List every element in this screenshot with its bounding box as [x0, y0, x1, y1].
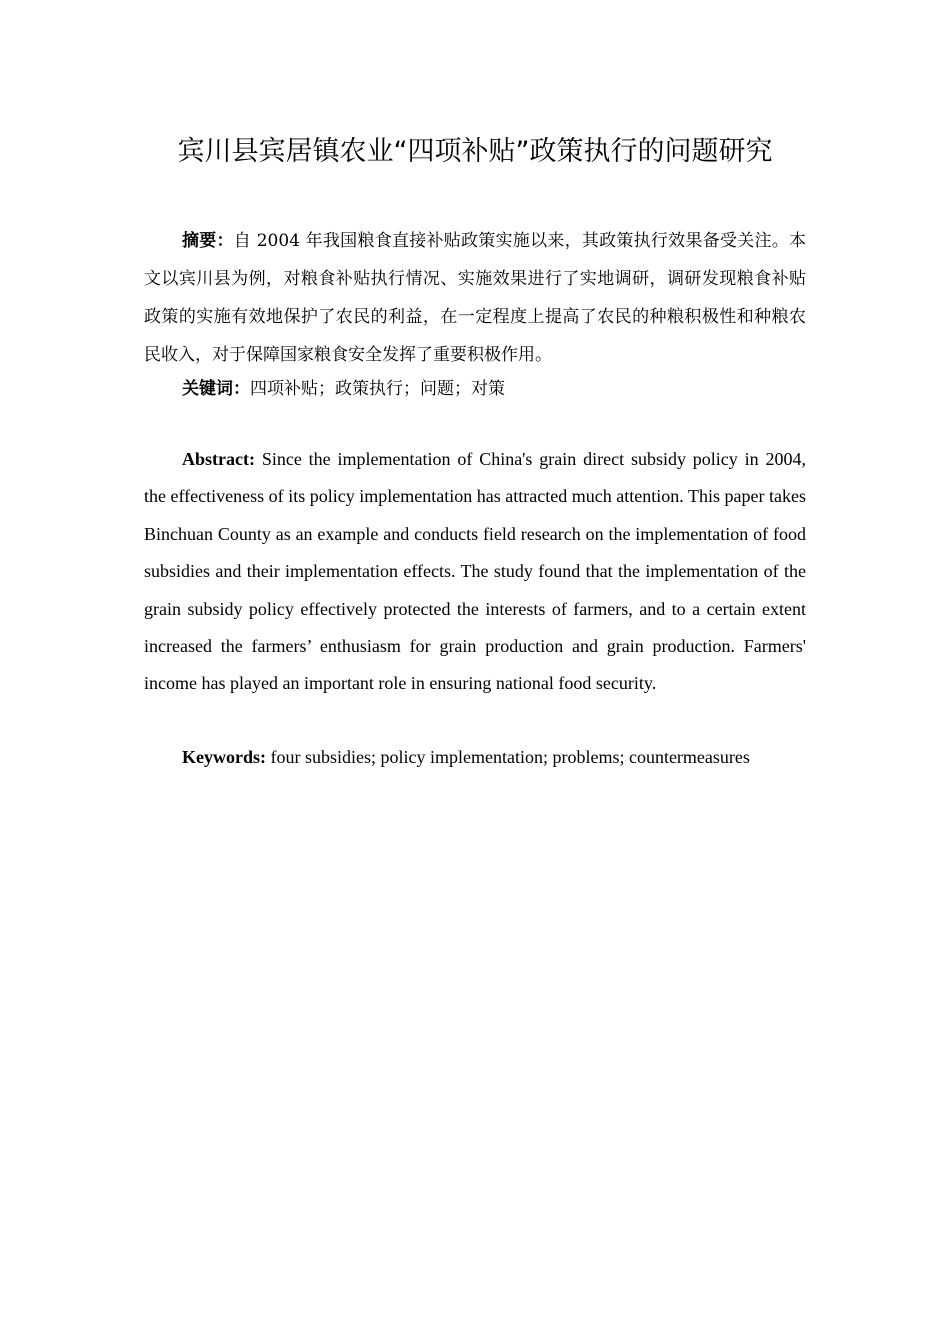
english-abstract-text: Since the implementation of China's grain direct subsidy policy in 2004, the effectiveness of its policy implementation has attracted much attention. This paper takes Binchuan County as an example and conducts field research on the implementation of food subsidies and their implementation effects. The study found that the implementation of the grain subsidy policy effectively protected the interests of farmers, and to a certain extent increased the farmers’ enthusiasm for grain production and grain production. Farmers' income has played an important role in ensuring national food security. — [144, 449, 806, 694]
chinese-abstract-label: 摘要： — [182, 231, 234, 251]
english-abstract-label: Abstract: — [182, 449, 255, 469]
english-keywords — [144, 739, 806, 776]
chinese-abstract-text: 自 2004 年我国粮食直接补贴政策实施以来，其政策执行效果备受关注。本文以宾川县为例，对粮食补贴执行情况、实施效果进行了实地调研，调研发现粮食补贴政策的实施有效地保护了农民的利益，在一定程度上提高了农民的种粮积极性和种粮农民收入，对于保障国家粮食安全发挥了重要积极作用。 — [144, 231, 807, 365]
chinese-keywords-text: 四项补贴；政策执行；问题；对策 — [250, 379, 505, 399]
paper-title: 宾川县宾居镇农业“四项补贴”政策执行的问题研究 — [177, 136, 773, 167]
english-keywords-label: Keywords: — [182, 747, 266, 767]
english-keywords-text: four subsidies; policy implementation; problems; countermeasures — [266, 747, 750, 767]
chinese-abstract — [144, 222, 806, 374]
chinese-keywords-label: 关键词： — [182, 379, 250, 399]
english-abstract — [144, 441, 806, 703]
chinese-keywords — [144, 370, 806, 408]
